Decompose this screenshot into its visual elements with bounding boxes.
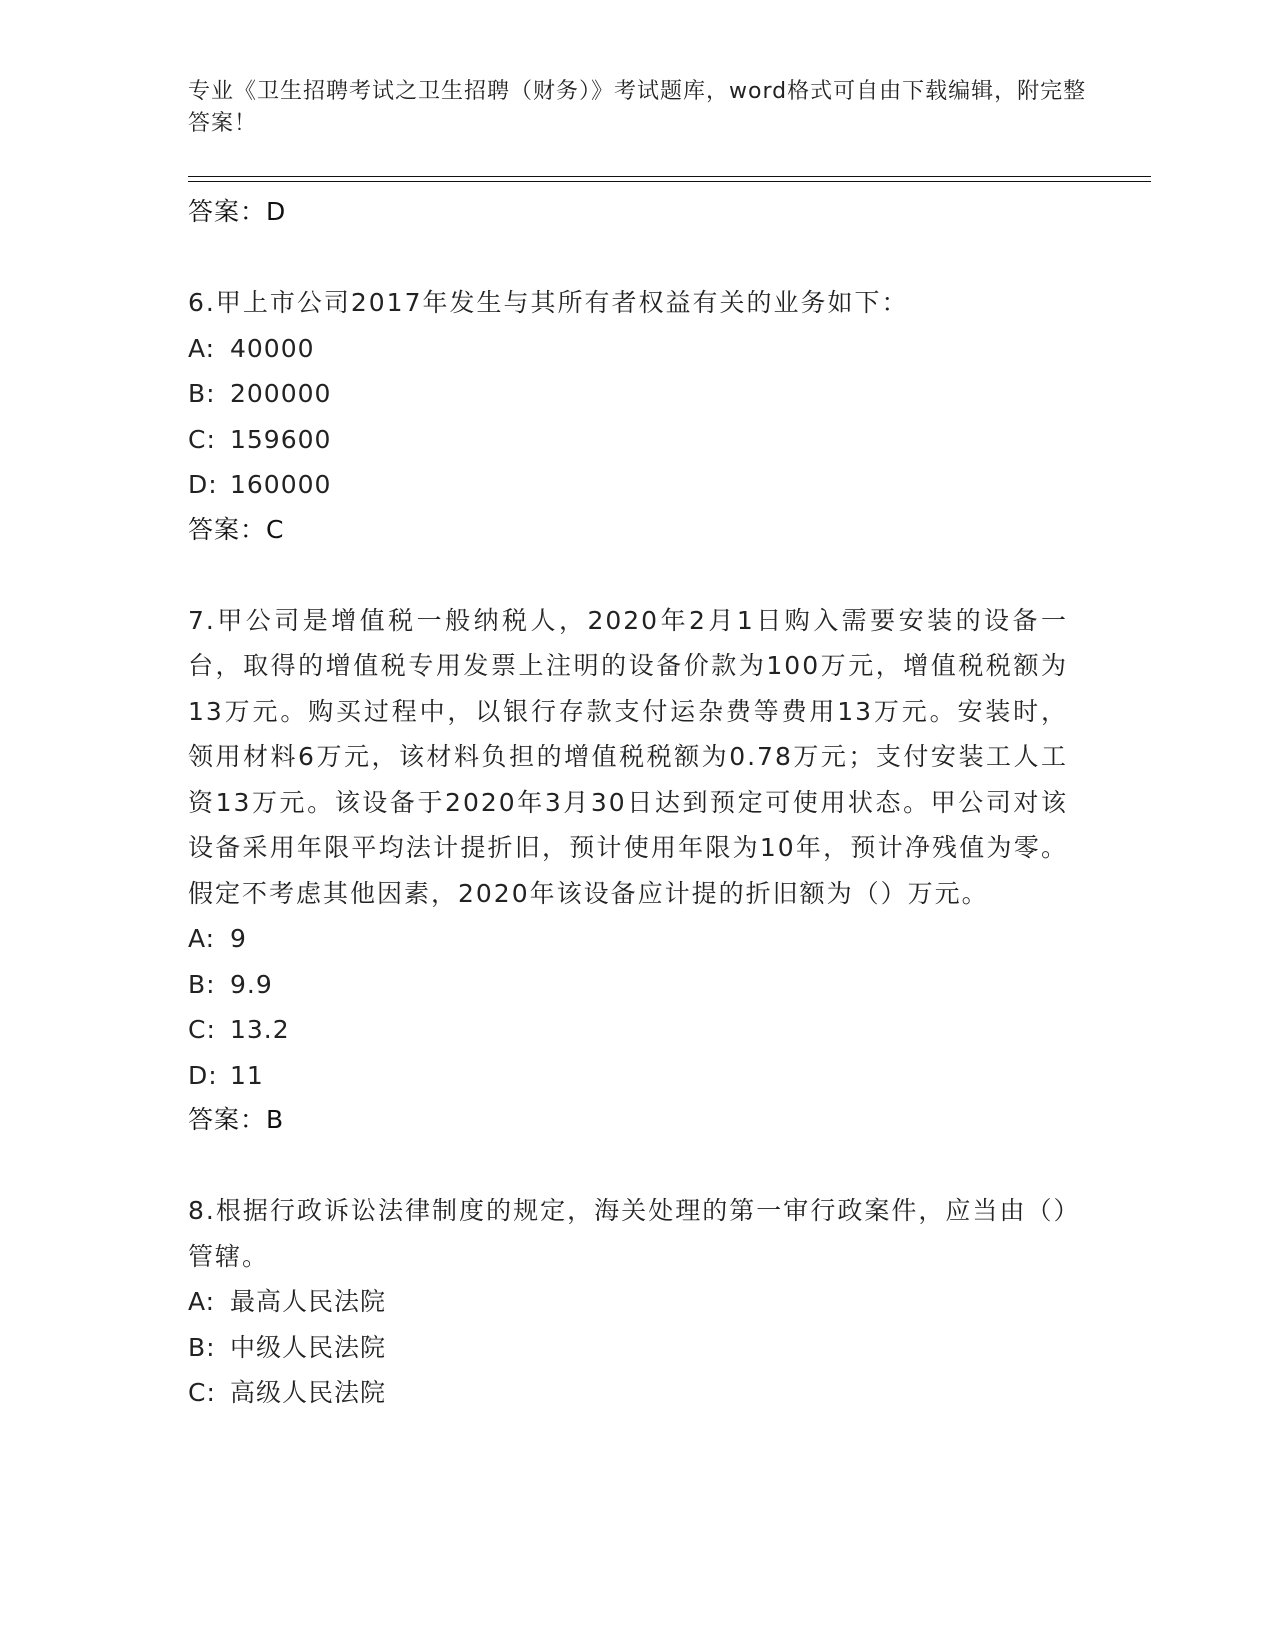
option-text: 11 (230, 1060, 264, 1090)
option-d (188, 462, 1068, 508)
option-text: 13.2 (230, 1015, 290, 1044)
header-divider-top (188, 176, 1151, 177)
option-text: 160000 (230, 470, 332, 499)
option-letter: C: (188, 1378, 216, 1407)
option-c (188, 1007, 1068, 1053)
option-b (188, 371, 1068, 417)
option-text: 9.9 (230, 969, 273, 999)
option-letter: C: (188, 424, 216, 454)
option-text: 159600 (230, 424, 332, 454)
option-b (188, 1325, 1068, 1371)
answer-line: 答案：C (188, 514, 285, 544)
question-content (188, 190, 1068, 1416)
option-text: 40000 (230, 333, 315, 363)
question-stem: 6.甲上市公司2017年发生与其所有者权益有关的业务如下： (188, 288, 909, 317)
option-letter: A: (188, 924, 216, 953)
option-c (188, 1370, 1068, 1416)
option-a (188, 326, 1068, 372)
option-text: 高级人民法院 (230, 1378, 387, 1407)
option-text: 最高人民法院 (230, 1287, 387, 1316)
answer-line-prev: 答案：D (188, 197, 287, 226)
option-c (188, 417, 1068, 463)
question-stem: 7.甲公司是增值税一般纳税人，2020年2月1日购入需要安装的设备一台，取得的增值税专用发票上注明的设备价款为100万元，增值税税额为13万元。购买过程中，以银行存款支付运杂费等费用13万元。安装时，领用材料6万元，该材料负担的增值税税额为0.78万元；支付安装工人工资13万元。该设备于2020年3月30日达到预定可使用状态。甲公司对该设备采用年限平均法计提折旧，预计使用年限为10年，预计净残值为零。假定不考虑其他因素，2020年该设备应计提的折旧额为（）万元。 (188, 605, 1068, 908)
option-b (188, 962, 1068, 1008)
option-a (188, 916, 1068, 962)
option-letter: B: (188, 969, 216, 999)
question-stem: 8.根据行政诉讼法律制度的规定，海关处理的第一审行政案件，应当由（）管辖。 (188, 1196, 1068, 1271)
question-6 (188, 280, 1068, 552)
question-7 (188, 598, 1068, 1143)
option-text: 9 (230, 924, 247, 953)
question-8 (188, 1188, 1068, 1416)
option-letter: C: (188, 1015, 216, 1044)
option-letter: A: (188, 333, 216, 363)
option-letter: D: (188, 1060, 218, 1090)
option-letter: D: (188, 470, 218, 499)
option-text: 中级人民法院 (230, 1332, 387, 1362)
option-a (188, 1279, 1068, 1325)
option-letter: A: (188, 1287, 216, 1316)
answer-line: 答案：B (188, 1105, 285, 1134)
option-text: 200000 (230, 379, 332, 408)
option-letter: B: (188, 379, 216, 408)
header-divider-bottom (188, 181, 1151, 182)
option-letter: B: (188, 1332, 216, 1362)
option-d (188, 1053, 1068, 1099)
page-header-title: 专业《卫生招聘考试之卫生招聘（财务）》考试题库，word格式可自由下载编辑，附完整答案！ (188, 79, 1087, 136)
